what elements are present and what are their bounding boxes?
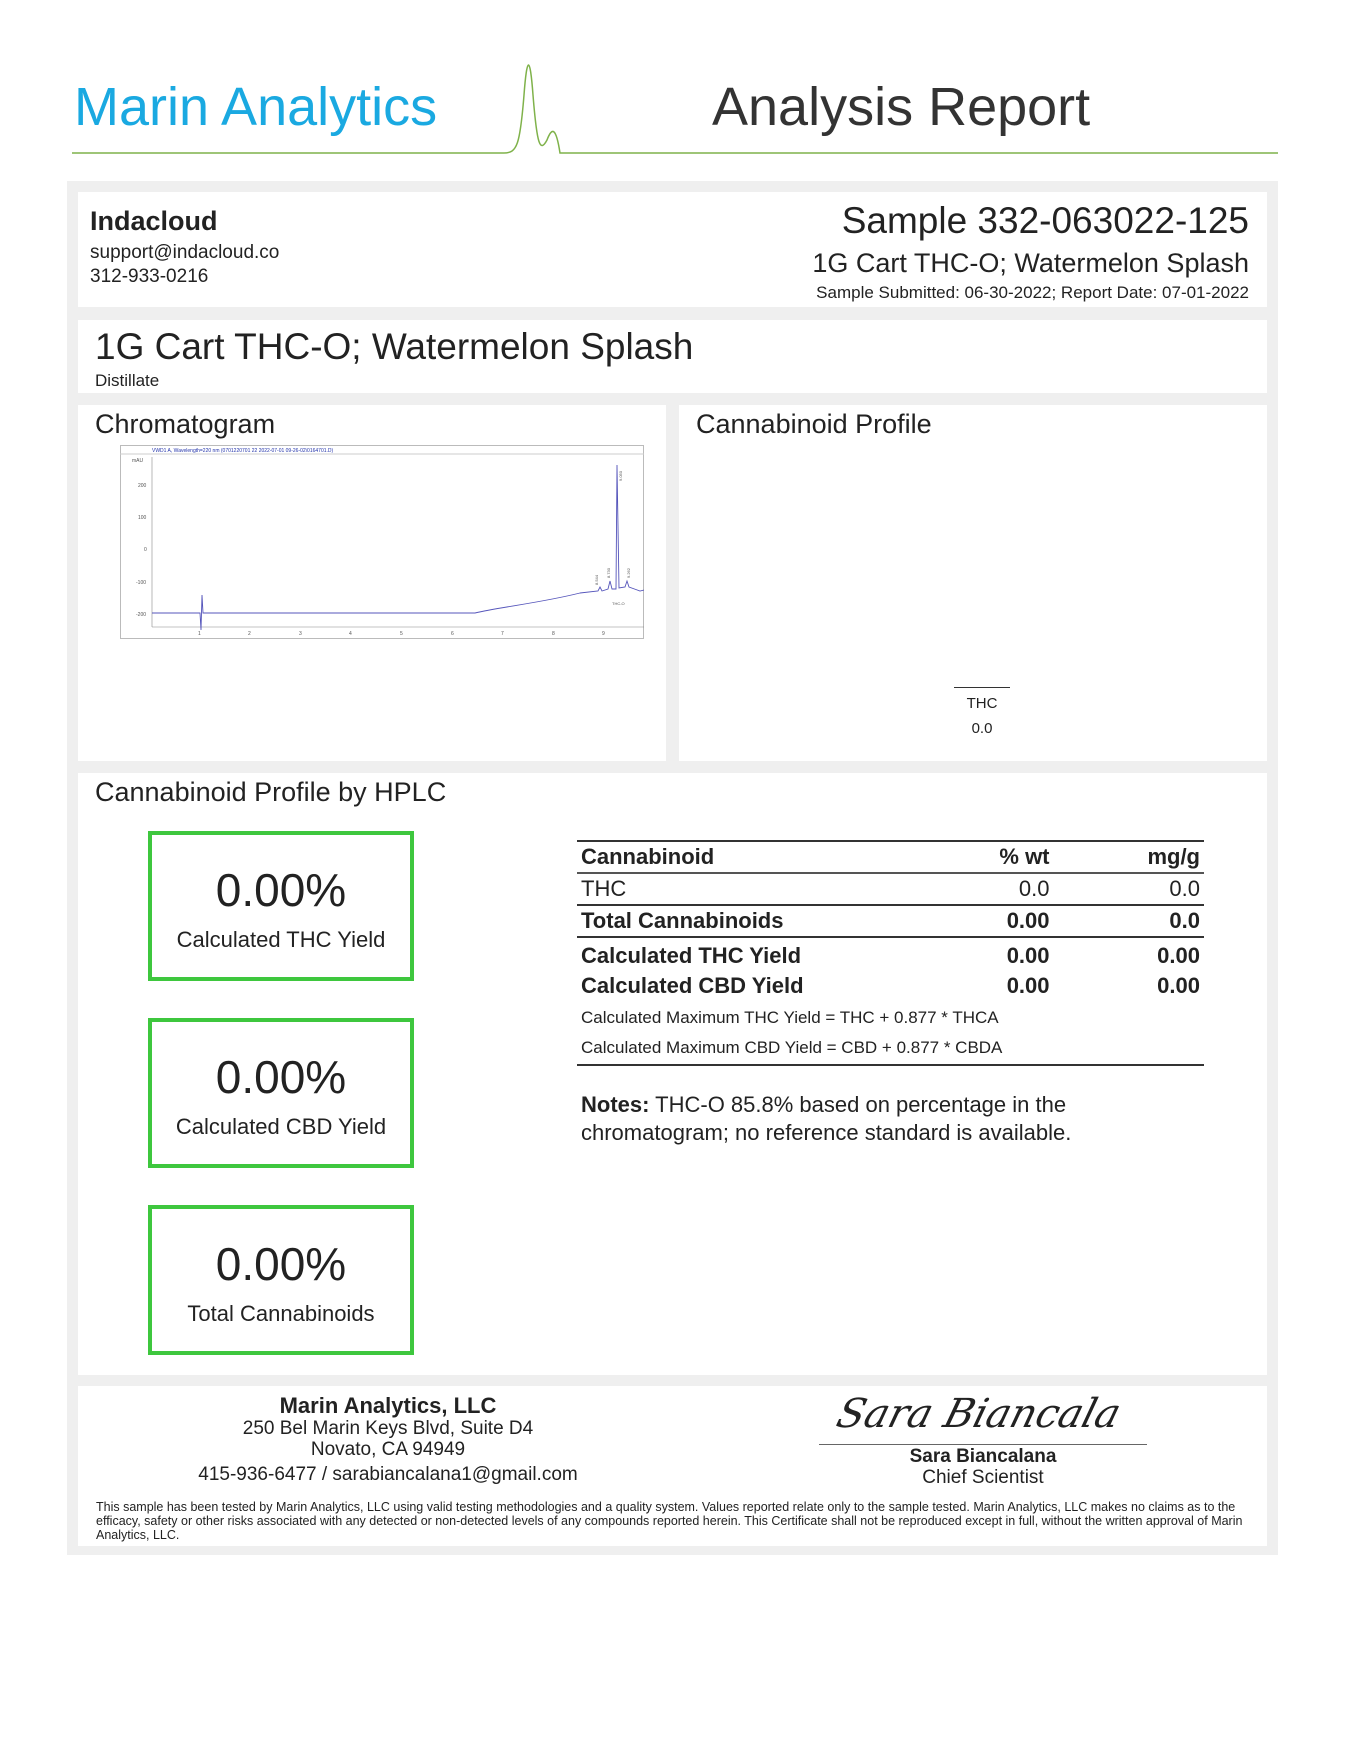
product-type: Distillate: [95, 371, 160, 390]
brand-logo-text: Marin Analytics: [74, 77, 438, 137]
report-title: Analysis Report: [712, 77, 1091, 137]
y-tick: 0: [144, 547, 147, 553]
cell: THC: [581, 876, 627, 901]
hplc-panel: [78, 773, 1267, 1375]
cell: 0.00: [1157, 943, 1200, 968]
lab-info: [158, 1394, 618, 1485]
y-tick: -100: [136, 580, 147, 586]
sample-dates: Sample Submitted: 06-30-2022; Report Date: 07-01-2022: [816, 283, 1249, 302]
peak-label: 9.050: [618, 470, 623, 481]
client-name: Indacloud: [90, 206, 218, 236]
peak-label: 8.730: [606, 567, 611, 578]
peak-name: THC-O: [612, 601, 625, 606]
total-row: [577, 905, 1204, 937]
sample-product: 1G Cart THC-O; Watermelon Splash: [812, 248, 1249, 278]
cannabinoid-profile-panel: [679, 405, 1267, 761]
peak-label: 9.262: [626, 567, 631, 578]
lab-address1: 250 Bel Marin Keys Blvd, Suite D4: [242, 1418, 534, 1439]
cell: Calculated CBD Yield: [581, 973, 804, 998]
signer-block: [819, 1446, 1147, 1488]
profile-value: 0.0: [971, 720, 993, 737]
cell: 0.00: [1157, 973, 1200, 998]
formula-thc: Calculated Maximum THC Yield = THC + 0.877 * THCA: [581, 1008, 999, 1027]
chromatogram-title: Chromatogram: [95, 409, 276, 439]
cbd-yield-value: 0.00%: [215, 1051, 347, 1103]
x-tick: 2: [248, 631, 251, 637]
cbd-yield-label: Calculated CBD Yield: [175, 1114, 387, 1139]
peak-label: 8.544: [594, 574, 599, 585]
notes: [581, 1091, 1101, 1147]
lab-name: Marin Analytics, LLC: [279, 1393, 497, 1418]
signature: Sara Biancala: [831, 1391, 1126, 1437]
client-sample-panel: [78, 192, 1267, 307]
y-tick: -200: [136, 612, 147, 618]
y-tick: 200: [138, 483, 147, 489]
disclaimer: This sample has been tested by Marin Analytics, LLC using valid testing methodologies and a quality system. Values reported relate only to the sample tested. Marin Analytics, LLC makes no claims as to the efficacy, safety or other risks associated with any detected or non-detected levels of any compounds reported herein. This Certificate shall not be reproduced except in full, without the written approval of Marin Analytics, LLC.: [96, 1500, 1243, 1542]
thc-yield-label: Calculated THC Yield: [176, 927, 386, 952]
report-body: [67, 181, 1278, 1555]
x-tick: 7: [501, 631, 504, 637]
lab-contact: 415-936-6477 / sarabiancalana1@gmail.com: [198, 1464, 578, 1485]
product-name: 1G Cart THC-O; Watermelon Splash: [95, 326, 694, 367]
table-header: [577, 841, 1204, 873]
table-row: [577, 873, 1204, 905]
y-unit: mAU: [132, 458, 144, 464]
chromatogram-header: VWD1 A, Wavelength=220 nm (0701220701 22 2022-07-01 09-26-02\0164701.D): [152, 448, 334, 454]
x-tick: 3: [299, 631, 302, 637]
cell: 0.00: [1006, 908, 1050, 933]
profile-title: Cannabinoid Profile: [696, 409, 932, 439]
thc-yield-value: 0.00%: [215, 864, 347, 916]
x-tick: 6: [451, 631, 454, 637]
signer-name: Sara Biancalana: [909, 1446, 1057, 1467]
cell: Total Cannabinoids: [581, 908, 784, 933]
client-phone: 312-933-0216: [90, 266, 209, 287]
x-tick: 9: [602, 631, 605, 637]
y-tick: 100: [138, 515, 147, 521]
cell: Calculated THC Yield: [581, 943, 802, 968]
chromatogram-panel: [78, 405, 666, 761]
footer-panel: [78, 1386, 1267, 1546]
total-cannabinoids-box: [148, 1205, 414, 1355]
signer-title: Chief Scientist: [922, 1467, 1044, 1488]
col-header: % wt: [928, 841, 1053, 873]
profile-bar-baseline: [954, 687, 1010, 688]
x-tick: 4: [349, 631, 352, 637]
hplc-title: Cannabinoid Profile by HPLC: [95, 777, 447, 807]
client-email: support@indacloud.co: [90, 242, 280, 263]
formula-cbd: Calculated Maximum CBD Yield = CBD + 0.877 * CBDA: [581, 1038, 1003, 1057]
profile-label: THC: [966, 695, 998, 712]
notes-text: THC-O 85.8% based on percentage in the chromatogram; no reference standard is available.: [581, 1092, 1072, 1145]
cell: 0.0: [1018, 876, 1050, 901]
formula-row: [577, 1001, 1204, 1033]
header-peak-line: [72, 55, 1278, 160]
thc-yield-row: [577, 937, 1204, 971]
total-label: Total Cannabinoids: [187, 1301, 375, 1326]
thc-yield-box: [148, 831, 414, 981]
x-tick: 5: [400, 631, 403, 637]
x-tick: 1: [198, 631, 201, 637]
cell: 0.00: [1006, 973, 1050, 998]
results-table: [577, 840, 1204, 1066]
cell: 0.00: [1006, 943, 1050, 968]
cbd-yield-box: [148, 1018, 414, 1168]
col-header: mg/g: [1054, 841, 1204, 873]
sample-id: Sample 332-063022-125: [841, 200, 1249, 241]
formula-row: [577, 1033, 1204, 1065]
chromatogram-image: [120, 445, 644, 639]
notes-label: Notes:: [581, 1092, 650, 1117]
total-value: 0.00%: [215, 1238, 347, 1290]
cell: 0.0: [1169, 876, 1200, 901]
x-tick: 8: [552, 631, 555, 637]
signature-line: [819, 1444, 1147, 1445]
lab-address2: Novato, CA 94949: [310, 1439, 466, 1460]
cbd-yield-row: [577, 971, 1204, 1001]
product-panel: [78, 320, 1267, 393]
col-header: Cannabinoid: [577, 841, 928, 873]
cell: 0.0: [1169, 908, 1200, 933]
